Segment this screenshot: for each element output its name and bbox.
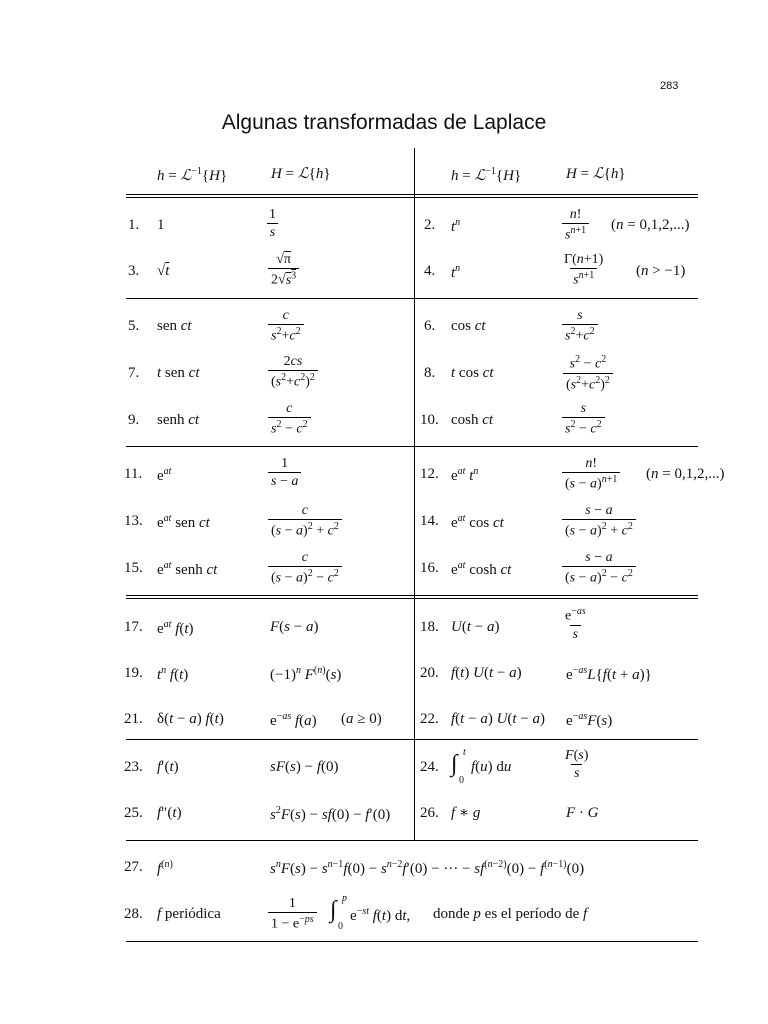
function-h: 0 bbox=[459, 775, 464, 786]
transform-H: $e^{-st}$ f(t) dt, bbox=[350, 906, 411, 924]
column-divider bbox=[414, 148, 415, 624]
function-h: f ∗ g bbox=[451, 805, 481, 821]
function-h: f(u) du bbox=[471, 759, 512, 775]
function-h: t cos ct bbox=[451, 365, 494, 381]
function-h: $e^{at}$ senh ct bbox=[157, 560, 218, 578]
transform-H: F(s − a) bbox=[270, 619, 319, 635]
section-rule bbox=[126, 595, 698, 596]
transform-H: $\frac{c}{s^2+c^2}$ bbox=[268, 308, 304, 344]
transform-H: $(-1)^n$ $F^{(n)}(s)$ bbox=[270, 665, 342, 683]
row-number: 18. bbox=[420, 619, 439, 635]
function-h: t sen ct bbox=[157, 365, 200, 381]
row-number: 6. bbox=[424, 318, 436, 334]
function-h: $e^{at}$ f(t) bbox=[157, 619, 194, 637]
row-number: 8. bbox=[424, 365, 436, 381]
transform-H: $\frac{2cs}{(s^2+c^2)^2}$ bbox=[268, 354, 318, 390]
transform-H: $s^nF(s) - s^{n-1}f(0) - s^{n-2}f'(0)$ − ··· − $sf^{(n-2)}(0) - f^{(n-1)}(0)$ bbox=[270, 859, 585, 877]
transform-H: $\frac{F(s)}{s}$ bbox=[565, 748, 589, 782]
transform-H: $\frac{1}{s}$ bbox=[266, 207, 279, 241]
transform-H: $\frac{n!}{s^{n+1}}$ bbox=[562, 207, 589, 243]
page-title: Algunas transformadas de Laplace bbox=[221, 111, 547, 134]
page-number: 283 bbox=[660, 80, 679, 92]
transform-H: $e^{-as}L\{f(t + a)\}$ bbox=[566, 665, 652, 683]
transform-H: $\frac{s - a}{(s - a)^2 + c^2}$ bbox=[562, 503, 636, 539]
function-h: $e^{at}$ bbox=[157, 466, 172, 484]
condition: donde p es el período de f bbox=[433, 906, 588, 922]
function-h: $e^{at}$ $t^n$ bbox=[451, 466, 479, 484]
transform-H: F · G bbox=[566, 805, 599, 821]
transform-H: $\frac{c}{(s - a)^2 + c^2}$ bbox=[268, 503, 342, 539]
row-number: 14. bbox=[420, 513, 439, 529]
row-number: 24. bbox=[420, 759, 439, 775]
row-number: 20. bbox=[420, 665, 439, 681]
transform-H: $\frac{s^2 - c^2}{(s^2+c^2)^2}$ bbox=[563, 354, 613, 393]
row-number: 26. bbox=[420, 805, 439, 821]
function-h: f(t) U(t − a) bbox=[451, 665, 522, 681]
row-number: 15. bbox=[124, 560, 143, 576]
integral-icon: ∫ bbox=[330, 897, 337, 923]
header-inverse-transform: h = ℒ$^{-1}${H} bbox=[157, 166, 228, 184]
transform-H: 0 bbox=[338, 921, 343, 932]
transform-H: $\frac{c}{(s - a)^2 - c^2}$ bbox=[268, 550, 342, 586]
row-number: 12. bbox=[420, 466, 439, 482]
function-h: 1 bbox=[157, 217, 165, 233]
header-transform: H = ℒ{h} bbox=[566, 166, 626, 182]
row-number: 22. bbox=[420, 711, 439, 727]
row-number: 19. bbox=[124, 665, 143, 681]
function-h: $f^{(n)}$ bbox=[157, 859, 173, 877]
function-h: sen ct bbox=[157, 318, 192, 334]
column-divider bbox=[414, 624, 415, 840]
header-transform: H = ℒ{h} bbox=[271, 166, 331, 182]
function-h: cosh ct bbox=[451, 412, 494, 428]
section-rule bbox=[126, 298, 698, 299]
function-h: $t^n$ bbox=[451, 217, 461, 235]
section-rule bbox=[126, 941, 698, 942]
section-rule bbox=[126, 739, 698, 740]
transform-H: $\frac{n!}{(s - a)^{n+1}}$ bbox=[562, 456, 620, 492]
transform-H: $\frac{s}{s^2 - c^2}$ bbox=[562, 401, 605, 437]
function-h: f′(t) bbox=[157, 759, 179, 775]
transform-H: $\frac{c}{s^2 - c^2}$ bbox=[268, 401, 311, 437]
condition: (a ≥ 0) bbox=[341, 711, 382, 727]
row-number: 3. bbox=[128, 263, 140, 279]
row-number: 28. bbox=[124, 906, 143, 922]
function-h: √t bbox=[157, 263, 170, 279]
row-number: 13. bbox=[124, 513, 143, 529]
transform-H: $\frac{√\pi}{2√s^3}$ bbox=[268, 252, 299, 288]
function-h: t bbox=[463, 747, 466, 758]
condition: (n = 0,1,2,...) bbox=[611, 217, 690, 233]
row-number: 11. bbox=[124, 466, 143, 482]
transform-H: $\frac{1}{s - a}$ bbox=[268, 456, 301, 490]
integral-icon: ∫ bbox=[451, 751, 458, 777]
transform-H: $\frac{s}{s^2+c^2}$ bbox=[562, 308, 598, 344]
row-number: 17. bbox=[124, 619, 143, 635]
row-number: 1. bbox=[128, 217, 140, 233]
row-number: 4. bbox=[424, 263, 436, 279]
section-rule bbox=[126, 446, 698, 447]
transform-H: $\frac{1}{1 - e^{-ps}}$ bbox=[268, 896, 317, 932]
function-h: δ(t − a) f(t) bbox=[157, 711, 224, 727]
transform-H: $e^{-as}F(s)$ bbox=[566, 711, 613, 729]
transform-H: $\frac{\Gamma(n+1)}{s^{n+1}}$ bbox=[564, 252, 604, 289]
row-number: 27. bbox=[124, 859, 143, 875]
function-h: $e^{at}$ sen ct bbox=[157, 513, 210, 531]
function-h: f(t − a) U(t − a) bbox=[451, 711, 546, 727]
row-number: 16. bbox=[420, 560, 439, 576]
row-number: 10. bbox=[420, 412, 439, 428]
function-h: senh ct bbox=[157, 412, 200, 428]
row-number: 21. bbox=[124, 711, 143, 727]
function-h: f″(t) bbox=[157, 805, 182, 821]
function-h: cos ct bbox=[451, 318, 486, 334]
function-h: $e^{at}$ cos ct bbox=[451, 513, 504, 531]
row-number: 7. bbox=[128, 365, 140, 381]
transform-H: $s^2F(s) - sf(0) - f'(0)$ bbox=[270, 805, 391, 823]
transform-H: $\frac{e^{-as}}{s}$ bbox=[565, 606, 586, 643]
header-inverse-transform: h = ℒ$^{-1}${H} bbox=[451, 166, 522, 184]
section-rule bbox=[126, 840, 698, 841]
function-h: f periódica bbox=[157, 906, 221, 922]
row-number: 2. bbox=[424, 217, 436, 233]
function-h: U(t − a) bbox=[451, 619, 500, 635]
condition: (n > −1) bbox=[636, 263, 686, 279]
section-rule bbox=[126, 598, 698, 599]
row-number: 23. bbox=[124, 759, 143, 775]
header-rule bbox=[126, 197, 698, 198]
row-number: 9. bbox=[128, 412, 140, 428]
header-rule bbox=[126, 194, 698, 195]
function-h: $t^n$ bbox=[451, 263, 461, 281]
transform-H: p bbox=[342, 893, 347, 904]
row-number: 25. bbox=[124, 805, 143, 821]
transform-H: $\frac{s - a}{(s - a)^2 - c^2}$ bbox=[562, 550, 636, 586]
function-h: $t^n$ f(t) bbox=[157, 665, 189, 683]
transform-H: $e^{-as}$ f(a) bbox=[270, 711, 317, 729]
condition: (n = 0,1,2,...) bbox=[646, 466, 725, 482]
function-h: $e^{at}$ cosh ct bbox=[451, 560, 512, 578]
row-number: 5. bbox=[128, 318, 140, 334]
transform-H: sF(s) − f(0) bbox=[270, 759, 339, 775]
